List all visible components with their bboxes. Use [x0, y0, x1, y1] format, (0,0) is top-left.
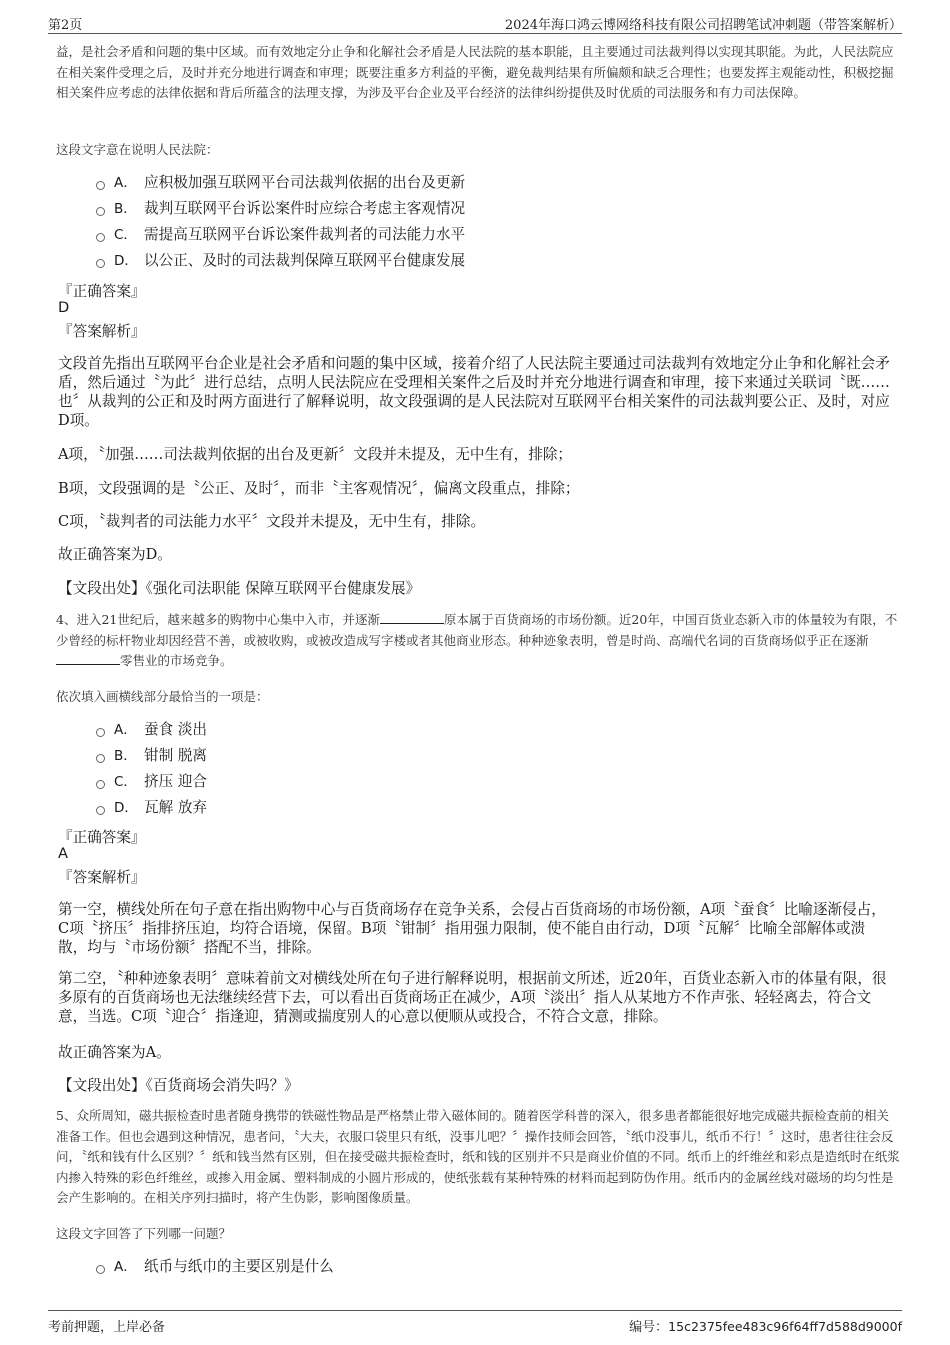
q5-passage: 5、众所周知，磁共振检查时患者随身携带的铁磁性物品是严格禁止带入磁体间的。随着医学科普的深入，很多患者都能很好地完成磁共振检查前的相关准备工作。但也会遇到这种情况，患者问，〝大夫，衣服口袋里只有纸，没事儿吧？〞操作技师会回答，〝纸巾没事儿，纸币不行！〞这时，患者往往会反问，〝纸和钱有什么区别？〞纸和钱当然有区别，但在接受磁共振检查时，纸和钱的区别并不只是商业价值的不同。纸币上的纤维丝和彩点是造纸时在纸浆内掺入特殊的彩色纤维丝，或掺入用金属、塑料制成的小圆片形成的，使纸张载有某种特殊的材料而起到防伪作用。纸币内的金属丝线对磁场的均匀性是会产生影响的。在相关序列扫描时，将产生伪影，影响图像质量。: [56, 1108, 900, 1205]
q3-option-c[interactable]: C． 需提高互联网平台诉讼案件裁判者的司法能力水平: [96, 225, 465, 245]
q3-answer-label: 『正确答案』: [58, 283, 146, 300]
q4-source: 【文段出处】《百货商场会消失吗？》: [58, 1077, 299, 1094]
blank-line: [56, 653, 120, 665]
radio-icon[interactable]: [96, 181, 105, 190]
q4-option-d[interactable]: D． 瓦解 放弃: [96, 798, 207, 818]
footer-slogan: 考前押题，上岸必备: [48, 1320, 166, 1335]
radio-icon[interactable]: [96, 806, 105, 815]
document-title: 2024年海口鸿云博网络科技有限公司招聘笔试冲刺题（带答案解析）: [504, 18, 902, 33]
document-code: 编号：15c2375fee483c96f64ff7d588d9000f: [629, 1319, 902, 1335]
radio-icon[interactable]: [96, 780, 105, 789]
radio-icon[interactable]: [96, 207, 105, 216]
q4-analysis-label: 『答案解析』: [58, 869, 146, 886]
q5-prompt: 这段文字回答了下列哪一问题？: [56, 1226, 232, 1241]
q4-analysis-1: 第一空，横线处所在句子意在指出购物中心与百货商场存在竞争关系，会侵占百货商场的市场份额，A项〝蚕食〞比喻逐渐侵占，C项〝挤压〞指排挤压迫，均符合语境，保留。B项〝钳制〞指用强力限制，使不能自由行动，D项〝瓦解〞比喻全部解体或溃散，均与〝市场份额〞搭配不当，排除。: [58, 901, 886, 956]
q4-option-a[interactable]: A． 蚕食 淡出: [96, 720, 207, 740]
q4-option-b[interactable]: B． 钳制 脱离: [96, 746, 207, 766]
blank-line: [380, 612, 444, 624]
q3-answer: D: [58, 299, 70, 316]
q4-option-c[interactable]: C． 挤压 迎合: [96, 772, 207, 792]
radio-icon[interactable]: [96, 1265, 105, 1274]
q3-passage: 益，是社会矛盾和问题的集中区域。而有效地定分止争和化解社会矛盾是人民法院的基本职能，且主要通过司法裁判得以实现其职能。为此，人民法院应在相关案件受理之后，及时并充分地进行调查和审理；既要注重多方利益的平衡，避免裁判结果有所偏颇和缺乏合理性；也要发挥主观能动性，积极挖掘相关案件应考虑的法律依据和背后所蕴含的法理支撑，为涉及平台企业及平台经济的法律纠纷提供及时优质的司法服务和有力司法保障。: [56, 44, 894, 100]
q4-prompt: 依次填入画横线部分最恰当的一项是：: [56, 689, 269, 704]
q3-analysis: 文段首先指出互联网平台企业是社会矛盾和问题的集中区域，接着介绍了人民法院主要通过司法裁判有效地定分止争和化解社会矛盾，然后通过〝为此〞进行总结，点明人民法院应在受理相关案件之后及时并充分地进行调查和审理，接下来通过关联词〝既……也〞从裁判的公正和及时两方面进行了解释说明，故文段强调的是人民法院对互联网平台相关案件的司法裁判要公正、及时，对应D项。: [58, 355, 890, 429]
q4-analysis-2: 第二空，〝种种迹象表明〞意味着前文对横线处所在句子进行解释说明，根据前文所述，近20年，百货业态新入市的体量有限，很多原有的百货商场也无法继续经营下去，可以看出百货商场正在减少，A项〝淡出〞指人从某地方不作声张、轻轻离去，符合文意，当选。C项〝迎合〞指逢迎，猜测或揣度别人的心意以便顺从或投合，不符合文意，排除。: [58, 970, 887, 1025]
page-footer: [48, 1310, 902, 1334]
q3-conclusion: 故正确答案为D。: [58, 546, 172, 563]
q3-note-b: B项，文段强调的是〝公正、及时〞，而非〝主客观情况〞，偏离文段重点，排除；: [58, 480, 580, 497]
q4-answer-label: 『正确答案』: [58, 829, 146, 846]
q3-source: 【文段出处】《强化司法职能 保障互联网平台健康发展》: [58, 580, 421, 597]
q4-passage: 4、进入21世纪后，越来越多的购物中心集中入市，并逐渐 原本属于百货商场的市场份额。近20年，中国百货业态新入市的体量较为有限，不少曾经的标杆物业却因经营不善，或被收购，或被改造成写字楼或者其他商业形态。种种迹象表明，曾是时尚、高端代名词的百货商场似乎正在逐渐零售业的市场竞争。: [56, 612, 898, 668]
q3-analysis-label: 『答案解析』: [58, 323, 146, 340]
q5-option-a[interactable]: A． 纸币与纸巾的主要区别是什么: [96, 1257, 334, 1277]
radio-icon[interactable]: [96, 728, 105, 737]
radio-icon[interactable]: [96, 259, 105, 268]
q3-option-b[interactable]: B． 裁判互联网平台诉讼案件时应综合考虑主客观情况: [96, 199, 465, 219]
q3-note-a: A项，〝加强……司法裁判依据的出台及更新〞文段并未提及，无中生有，排除；: [58, 446, 573, 463]
page-number: 第2页: [48, 18, 83, 33]
q3-option-a[interactable]: A． 应积极加强互联网平台司法裁判依据的出台及更新: [96, 173, 465, 193]
radio-icon[interactable]: [96, 754, 105, 763]
q3-note-c: C项，〝裁判者的司法能力水平〞文段并未提及，无中生有，排除。: [58, 513, 486, 530]
page-header: [48, 12, 902, 34]
q4-answer: A: [58, 845, 68, 862]
q4-conclusion: 故正确答案为A。: [58, 1044, 171, 1061]
radio-icon[interactable]: [96, 233, 105, 242]
q3-prompt: 这段文字意在说明人民法院：: [56, 142, 219, 157]
q3-option-d[interactable]: D． 以公正、及时的司法裁判保障互联网平台健康发展: [96, 251, 465, 271]
